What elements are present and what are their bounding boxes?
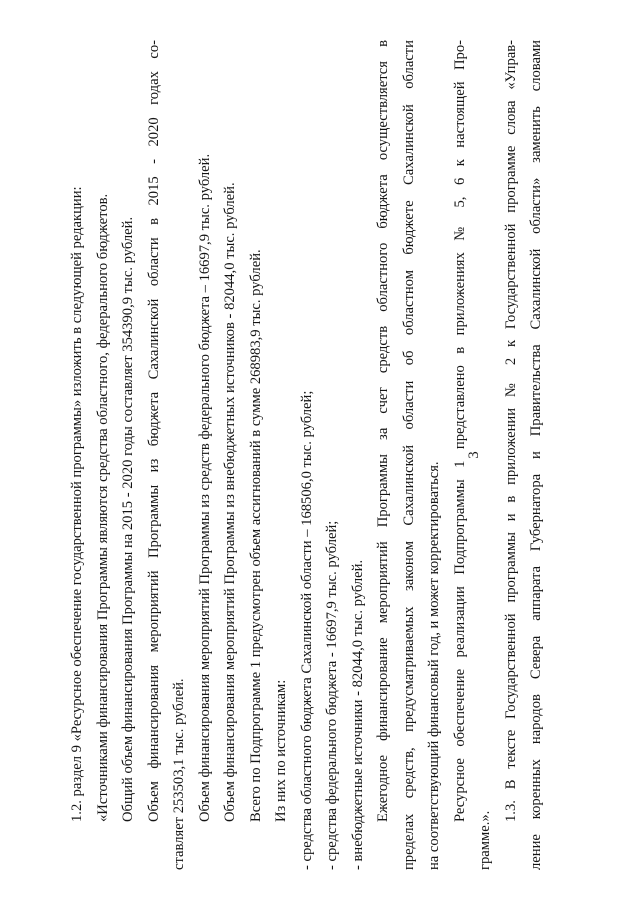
paragraph-federal-budget — [193, 40, 219, 870]
text-line: пределах средств, предусматриваемых законом Сахалинской области об областном бюджете Сахалинской области — [400, 40, 417, 870]
text-line: - внебюджетные источники - 82044,0 тыс. рублей. — [349, 559, 366, 870]
paragraph-extrabudgetary — [218, 40, 244, 870]
list-item-regional — [295, 40, 321, 870]
text-line: ление коренных народов Севера аппарата Губернатора и Правительства Сахалинской области» заменить словами — [528, 40, 544, 870]
paragraph-subprogram-total — [244, 40, 270, 870]
text-line: 1.3. В тексте Государственной программы и в приложении № 2 к Государственной программе слова «Управ- — [502, 40, 519, 822]
list-item-federal — [320, 40, 346, 870]
paragraph-section-1-3 — [499, 40, 550, 870]
text-line: на соответствующий финансовый год, и может корректироваться. — [426, 461, 442, 870]
text-line: «Источниками финансирования Программы являются средства областного, федерального бюджетов. — [94, 193, 111, 822]
list-item-extrabudgetary — [346, 40, 372, 870]
text-line: Всего по Подпрограмме 1 предусмотрен объем ассигнований в сумме 268983,9 тыс. рублей. — [247, 249, 264, 822]
paragraph-regional-budget — [142, 40, 193, 870]
text-line: - средства федерального бюджета - 16697,9 тыс. рублей; — [324, 520, 340, 870]
paragraph-total-financing — [116, 40, 142, 870]
text-line: Ежегодное финансирование мероприятий Программы за счет средств областного бюджета осуществляется в — [375, 40, 391, 822]
page-number: 3 — [466, 451, 482, 459]
text-line: Ресурсное обеспечение реализации Подпрограммы 1 представлено в приложениях № 5, 6 к настоящей Про- — [451, 40, 468, 822]
text-line: ставляет 253503,1 тыс. рублей. — [171, 678, 187, 870]
text-line: 1.2. раздел 9 «Ресурсное обеспечение государственной программы» изложить в следующей редакции: — [69, 186, 85, 822]
text-line: - средства областного бюджета Сахалинской области – 168506,0 тыс. рублей; — [298, 390, 315, 870]
rotated-text-block — [50, 40, 590, 870]
text-line: Объем финансирования мероприятий Программы из бюджета Сахалинской области в 2015 - 2020 годах со- — [145, 40, 162, 822]
paragraph-financing-sources — [91, 40, 117, 870]
text-line: Объем финансирования мероприятий Программы из внебюджетных источников - 82044,0 тыс. рублей. — [222, 182, 238, 822]
text-line: грамме.». — [477, 810, 493, 870]
text-line: Общий объем финансирования Программы на 2015 - 2020 годы составляет 354390,9 тыс. рублей. — [120, 216, 136, 822]
paragraph-section-9-heading — [65, 40, 91, 870]
text-line: Из них по источникам: — [273, 679, 289, 822]
paragraph-by-sources — [269, 40, 295, 870]
paragraph-resource-provision — [448, 40, 499, 870]
document-body — [65, 40, 550, 870]
paragraph-annual-financing — [371, 40, 448, 870]
text-line: Объем финансирования мероприятий Программы из средств федерального бюджета – 16697,9 тыс. рублей. — [196, 153, 213, 822]
